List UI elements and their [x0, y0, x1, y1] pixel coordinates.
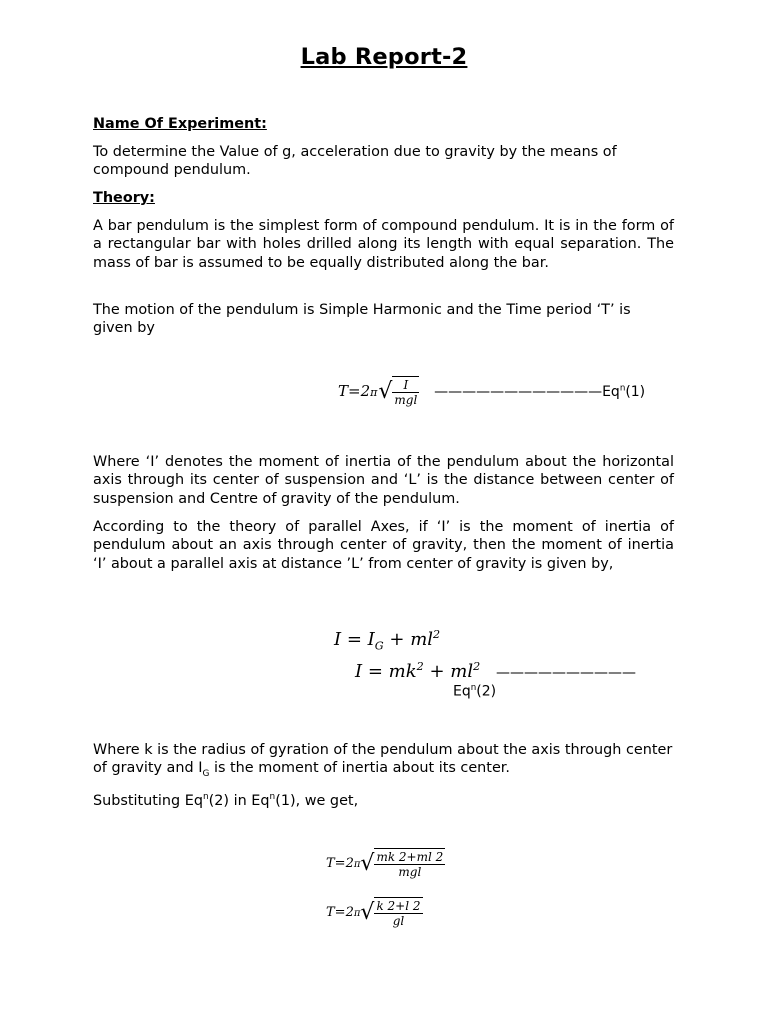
theory-paragraph-1: A bar pendulum is the simplest form of compound pendulum. It is in the form of a rectangular bar with holes drilled along its length with equal separation. The mass of bar is assumed to be equally distributed along the bar. [93, 218, 674, 271]
parallel-axes-paragraph: According to the theory of parallel Axes, if ‘I’ is the moment of inertia of pendulum about an axis through center of gravity, then the moment of inertia ‘I’ about a parallel axis at distance ’L’ from center of gravity is given by, [93, 519, 674, 572]
eq1-label: Eq$^n$(1) [602, 383, 646, 400]
eq3-fraction: $\frac{mk 2+ml 2}{\text{mgl}}$ [376, 850, 444, 879]
eq2-label: Eq$^n$(2) [453, 683, 497, 700]
radius-gyration-paragraph: Where k is the radius of gyration of the pendulum about the axis through center of gravity and $I_G$ is the moment of inertia about its center. [93, 742, 673, 780]
equation-1 [338, 376, 645, 407]
eq4-fraction: $\frac{k 2+l 2}{gl}$ [376, 899, 421, 928]
sqrt-icon: √ [378, 379, 393, 404]
eq1-fraction [392, 376, 419, 407]
theory-paragraph-2: The motion of the pendulum is Simple Harmonic and the Time period ‘T’ is given by [93, 302, 631, 337]
eq1-dashes: ———————————— [434, 384, 603, 400]
eq2-dashes: —————————— [495, 665, 636, 681]
theory-heading [93, 189, 674, 207]
experiment-description: To determine the Value of g, acceleration due to gravity by the means of compound pendulum. [93, 144, 617, 179]
name-heading-text: Name Of Experiment: [93, 116, 267, 132]
equation-4: T=2ᴨ√ $\frac{k 2+l 2}{gl}$ [326, 899, 421, 928]
eq1-lhs: T=2 [338, 382, 371, 400]
name-of-experiment-heading [93, 115, 674, 133]
sqrt-icon: √ [360, 900, 375, 925]
page-title: Lab Report-2 [300, 44, 468, 70]
equation-3: T=2ᴨ√ $\frac{mk 2+ml 2}{\text{mgl}}$ [326, 850, 444, 879]
substituting-line: Substituting Eq$^n$(2) in Eq$^n$(1), we get, [93, 792, 359, 809]
equation-2b: $I = mk^2 + ml^2$ —————————— [355, 660, 636, 682]
theory-heading-text: Theory: [93, 190, 155, 206]
eq1-denominator: mgl [394, 393, 418, 407]
where-paragraph: Where ‘I’ denotes the moment of inertia of the pendulum about the horizontal axis through its center of suspension and ‘L’ is the distance between center of suspension and Centre of gravity of the pendulum. [93, 454, 674, 507]
sqrt-icon: √ [360, 851, 375, 876]
eq1-numerator: I [392, 378, 419, 393]
eq1-pi: ᴨ [370, 386, 378, 399]
equation-2a: $I = I_G + ml^2$ [334, 628, 441, 653]
